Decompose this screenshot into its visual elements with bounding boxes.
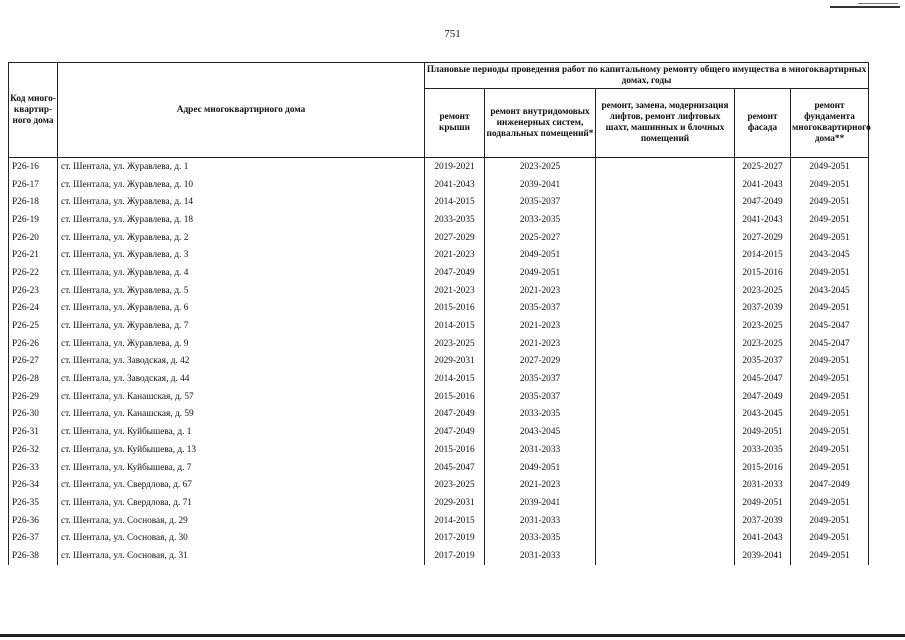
table-row [9, 176, 869, 194]
row-address: ст. Шентала, ул. Журавлева, д. 6 [58, 300, 425, 318]
header-engineering: ремонт внутридомовых инженерных систем, подвальных помещений* [485, 89, 596, 158]
row-foundation-period: 2049-2051 [791, 229, 869, 247]
row-address: ст. Шентала, ул. Журавлева, д. 2 [58, 229, 425, 247]
header-code: Код много-квартир-ного дома [9, 63, 58, 158]
row-code: Р26-30 [9, 406, 58, 424]
row-facade-period: 2015-2016 [735, 264, 791, 282]
row-code: Р26-27 [9, 353, 58, 371]
row-roof-period: 2017-2019 [425, 547, 485, 565]
row-roof-period: 2021-2023 [425, 246, 485, 264]
row-elevators-period [596, 176, 735, 194]
top-scan-rule-faint [858, 3, 898, 4]
row-code: Р26-29 [9, 388, 58, 406]
row-facade-period: 2023-2025 [735, 335, 791, 353]
row-elevators-period [596, 476, 735, 494]
row-elevators-period [596, 494, 735, 512]
row-roof-period: 2029-2031 [425, 494, 485, 512]
header-elevators: ремонт, замена, модернизация лифтов, ремонт лифтовых шахт, машинных и блочных помещений [596, 89, 735, 158]
capital-repair-schedule-table [8, 62, 869, 565]
row-code: Р26-23 [9, 282, 58, 300]
row-roof-period: 2014-2015 [425, 370, 485, 388]
row-elevators-period [596, 388, 735, 406]
row-elevators-period [596, 335, 735, 353]
row-address: ст. Шентала, ул. Заводская, д. 44 [58, 370, 425, 388]
row-engineering-period: 2035-2037 [485, 193, 596, 211]
table-row [9, 353, 869, 371]
row-address: ст. Шентала, ул. Журавлева, д. 1 [58, 158, 425, 176]
row-roof-period: 2029-2031 [425, 353, 485, 371]
row-engineering-period: 2031-2033 [485, 547, 596, 565]
row-engineering-period: 2035-2037 [485, 370, 596, 388]
row-roof-period: 2023-2025 [425, 335, 485, 353]
table-row [9, 211, 869, 229]
row-elevators-period [596, 158, 735, 176]
row-address: ст. Шентала, ул. Свердлова, д. 67 [58, 476, 425, 494]
row-roof-period: 2015-2016 [425, 300, 485, 318]
row-foundation-period: 2047-2049 [791, 476, 869, 494]
row-foundation-period: 2043-2045 [791, 282, 869, 300]
row-foundation-period: 2049-2051 [791, 176, 869, 194]
table-row [9, 246, 869, 264]
row-engineering-period: 2021-2023 [485, 317, 596, 335]
row-code: Р26-19 [9, 211, 58, 229]
row-facade-period: 2041-2043 [735, 529, 791, 547]
row-address: ст. Шентала, ул. Куйбышева, д. 7 [58, 459, 425, 477]
table-row [9, 547, 869, 565]
row-code: Р26-16 [9, 158, 58, 176]
row-code: Р26-37 [9, 529, 58, 547]
page-number: 751 [444, 28, 461, 40]
row-facade-period: 2047-2049 [735, 193, 791, 211]
header-foundation: ремонт фундамента многоквартирного дома** [791, 89, 869, 158]
row-code: Р26-25 [9, 317, 58, 335]
row-foundation-period: 2049-2051 [791, 370, 869, 388]
row-address: ст. Шентала, ул. Канашская, д. 57 [58, 388, 425, 406]
row-foundation-period: 2049-2051 [791, 193, 869, 211]
row-engineering-period: 2033-2035 [485, 211, 596, 229]
row-foundation-period: 2049-2051 [791, 529, 869, 547]
table-row [9, 300, 869, 318]
row-address: ст. Шентала, ул. Журавлева, д. 14 [58, 193, 425, 211]
row-engineering-period: 2021-2023 [485, 282, 596, 300]
row-facade-period: 2035-2037 [735, 353, 791, 371]
row-elevators-period [596, 264, 735, 282]
row-elevators-period [596, 529, 735, 547]
row-address: ст. Шентала, ул. Сосновая, д. 31 [58, 547, 425, 565]
row-address: ст. Шентала, ул. Журавлева, д. 5 [58, 282, 425, 300]
row-facade-period: 2025-2027 [735, 158, 791, 176]
row-engineering-period: 2025-2027 [485, 229, 596, 247]
row-foundation-period: 2049-2051 [791, 211, 869, 229]
row-elevators-period [596, 211, 735, 229]
row-elevators-period [596, 423, 735, 441]
row-code: Р26-36 [9, 512, 58, 530]
row-foundation-period: 2043-2045 [791, 246, 869, 264]
table-row [9, 388, 869, 406]
row-foundation-period: 2049-2051 [791, 264, 869, 282]
row-elevators-period [596, 441, 735, 459]
row-engineering-period: 2021-2023 [485, 476, 596, 494]
table-row [9, 459, 869, 477]
row-elevators-period [596, 300, 735, 318]
row-address: ст. Шентала, ул. Канашская, д. 59 [58, 406, 425, 424]
table-row [9, 512, 869, 530]
row-code: Р26-17 [9, 176, 58, 194]
row-foundation-period: 2049-2051 [791, 158, 869, 176]
row-code: Р26-20 [9, 229, 58, 247]
row-foundation-period: 2049-2051 [791, 406, 869, 424]
table-row [9, 317, 869, 335]
row-foundation-period: 2049-2051 [791, 441, 869, 459]
row-roof-period: 2019-2021 [425, 158, 485, 176]
row-address: ст. Шентала, ул. Куйбышева, д. 1 [58, 423, 425, 441]
row-facade-period: 2023-2025 [735, 282, 791, 300]
row-foundation-period: 2049-2051 [791, 388, 869, 406]
row-elevators-period [596, 406, 735, 424]
table-body [9, 158, 869, 565]
table-row [9, 193, 869, 211]
row-engineering-period: 2035-2037 [485, 300, 596, 318]
row-address: ст. Шентала, ул. Куйбышева, д. 13 [58, 441, 425, 459]
row-facade-period: 2014-2015 [735, 246, 791, 264]
row-roof-period: 2047-2049 [425, 264, 485, 282]
row-elevators-period [596, 459, 735, 477]
row-roof-period: 2014-2015 [425, 317, 485, 335]
row-code: Р26-21 [9, 246, 58, 264]
table-row [9, 406, 869, 424]
row-roof-period: 2021-2023 [425, 282, 485, 300]
row-engineering-period: 2035-2037 [485, 388, 596, 406]
table-row [9, 441, 869, 459]
row-engineering-period: 2043-2045 [485, 423, 596, 441]
row-elevators-period [596, 370, 735, 388]
table-row [9, 370, 869, 388]
row-roof-period: 2041-2043 [425, 176, 485, 194]
row-facade-period: 2037-2039 [735, 512, 791, 530]
bottom-scan-rule [0, 634, 905, 637]
table-row [9, 158, 869, 176]
row-address: ст. Шентала, ул. Журавлева, д. 4 [58, 264, 425, 282]
header-facade: ремонт фасада [735, 89, 791, 158]
row-facade-period: 2047-2049 [735, 388, 791, 406]
header-address: Адрес многоквартирного дома [58, 63, 425, 158]
row-facade-period: 2031-2033 [735, 476, 791, 494]
row-address: ст. Шентала, ул. Журавлева, д. 9 [58, 335, 425, 353]
row-elevators-period [596, 512, 735, 530]
row-facade-period: 2037-2039 [735, 300, 791, 318]
row-roof-period: 2017-2019 [425, 529, 485, 547]
row-address: ст. Шентала, ул. Журавлева, д. 7 [58, 317, 425, 335]
row-foundation-period: 2049-2051 [791, 512, 869, 530]
row-roof-period: 2045-2047 [425, 459, 485, 477]
row-address: ст. Шентала, ул. Заводская, д. 42 [58, 353, 425, 371]
row-engineering-period: 2039-2041 [485, 176, 596, 194]
row-facade-period: 2041-2043 [735, 211, 791, 229]
table-row [9, 476, 869, 494]
row-address: ст. Шентала, ул. Свердлова, д. 71 [58, 494, 425, 512]
table-row [9, 264, 869, 282]
row-code: Р26-33 [9, 459, 58, 477]
row-roof-period: 2015-2016 [425, 388, 485, 406]
row-elevators-period [596, 193, 735, 211]
row-foundation-period: 2049-2051 [791, 300, 869, 318]
row-facade-period: 2045-2047 [735, 370, 791, 388]
row-code: Р26-32 [9, 441, 58, 459]
row-facade-period: 2049-2051 [735, 423, 791, 441]
row-facade-period: 2027-2029 [735, 229, 791, 247]
row-code: Р26-26 [9, 335, 58, 353]
table-row [9, 423, 869, 441]
row-elevators-period [596, 282, 735, 300]
row-code: Р26-34 [9, 476, 58, 494]
row-foundation-period: 2049-2051 [791, 423, 869, 441]
table-row [9, 229, 869, 247]
row-roof-period: 2014-2015 [425, 193, 485, 211]
row-foundation-period: 2045-2047 [791, 317, 869, 335]
row-elevators-period [596, 317, 735, 335]
row-elevators-period [596, 229, 735, 247]
row-foundation-period: 2049-2051 [791, 494, 869, 512]
table-row [9, 335, 869, 353]
row-engineering-period: 2031-2033 [485, 441, 596, 459]
row-facade-period: 2049-2051 [735, 494, 791, 512]
row-elevators-period [596, 353, 735, 371]
top-scan-rule [830, 6, 900, 8]
row-engineering-period: 2049-2051 [485, 264, 596, 282]
header-periods-group: Плановые периоды проведения работ по капитальному ремонту общего имущества в многоквартирных домах, годы [425, 63, 869, 89]
row-roof-period: 2047-2049 [425, 406, 485, 424]
row-facade-period: 2023-2025 [735, 317, 791, 335]
row-address: ст. Шентала, ул. Сосновая, д. 29 [58, 512, 425, 530]
row-roof-period: 2014-2015 [425, 512, 485, 530]
row-elevators-period [596, 246, 735, 264]
table-row [9, 529, 869, 547]
header-roof: ремонт крыши [425, 89, 485, 158]
row-facade-period: 2043-2045 [735, 406, 791, 424]
row-engineering-period: 2031-2033 [485, 512, 596, 530]
row-roof-period: 2033-2035 [425, 211, 485, 229]
row-code: Р26-18 [9, 193, 58, 211]
row-address: ст. Шентала, ул. Журавлева, д. 3 [58, 246, 425, 264]
row-elevators-period [596, 547, 735, 565]
row-address: ст. Шентала, ул. Журавлева, д. 10 [58, 176, 425, 194]
row-foundation-period: 2049-2051 [791, 459, 869, 477]
row-code: Р26-22 [9, 264, 58, 282]
row-code: Р26-31 [9, 423, 58, 441]
row-foundation-period: 2049-2051 [791, 353, 869, 371]
row-facade-period: 2033-2035 [735, 441, 791, 459]
table-row [9, 494, 869, 512]
row-engineering-period: 2033-2035 [485, 406, 596, 424]
row-engineering-period: 2021-2023 [485, 335, 596, 353]
row-facade-period: 2015-2016 [735, 459, 791, 477]
row-foundation-period: 2049-2051 [791, 547, 869, 565]
row-roof-period: 2015-2016 [425, 441, 485, 459]
row-code: Р26-28 [9, 370, 58, 388]
row-facade-period: 2039-2041 [735, 547, 791, 565]
row-foundation-period: 2045-2047 [791, 335, 869, 353]
row-engineering-period: 2039-2041 [485, 494, 596, 512]
row-engineering-period: 2033-2035 [485, 529, 596, 547]
row-roof-period: 2023-2025 [425, 476, 485, 494]
row-engineering-period: 2027-2029 [485, 353, 596, 371]
row-code: Р26-38 [9, 547, 58, 565]
row-engineering-period: 2049-2051 [485, 246, 596, 264]
row-roof-period: 2027-2029 [425, 229, 485, 247]
row-address: ст. Шентала, ул. Сосновая, д. 30 [58, 529, 425, 547]
row-engineering-period: 2023-2025 [485, 158, 596, 176]
row-code: Р26-24 [9, 300, 58, 318]
row-facade-period: 2041-2043 [735, 176, 791, 194]
row-roof-period: 2047-2049 [425, 423, 485, 441]
row-code: Р26-35 [9, 494, 58, 512]
row-address: ст. Шентала, ул. Журавлева, д. 18 [58, 211, 425, 229]
table-row [9, 282, 869, 300]
row-engineering-period: 2049-2051 [485, 459, 596, 477]
